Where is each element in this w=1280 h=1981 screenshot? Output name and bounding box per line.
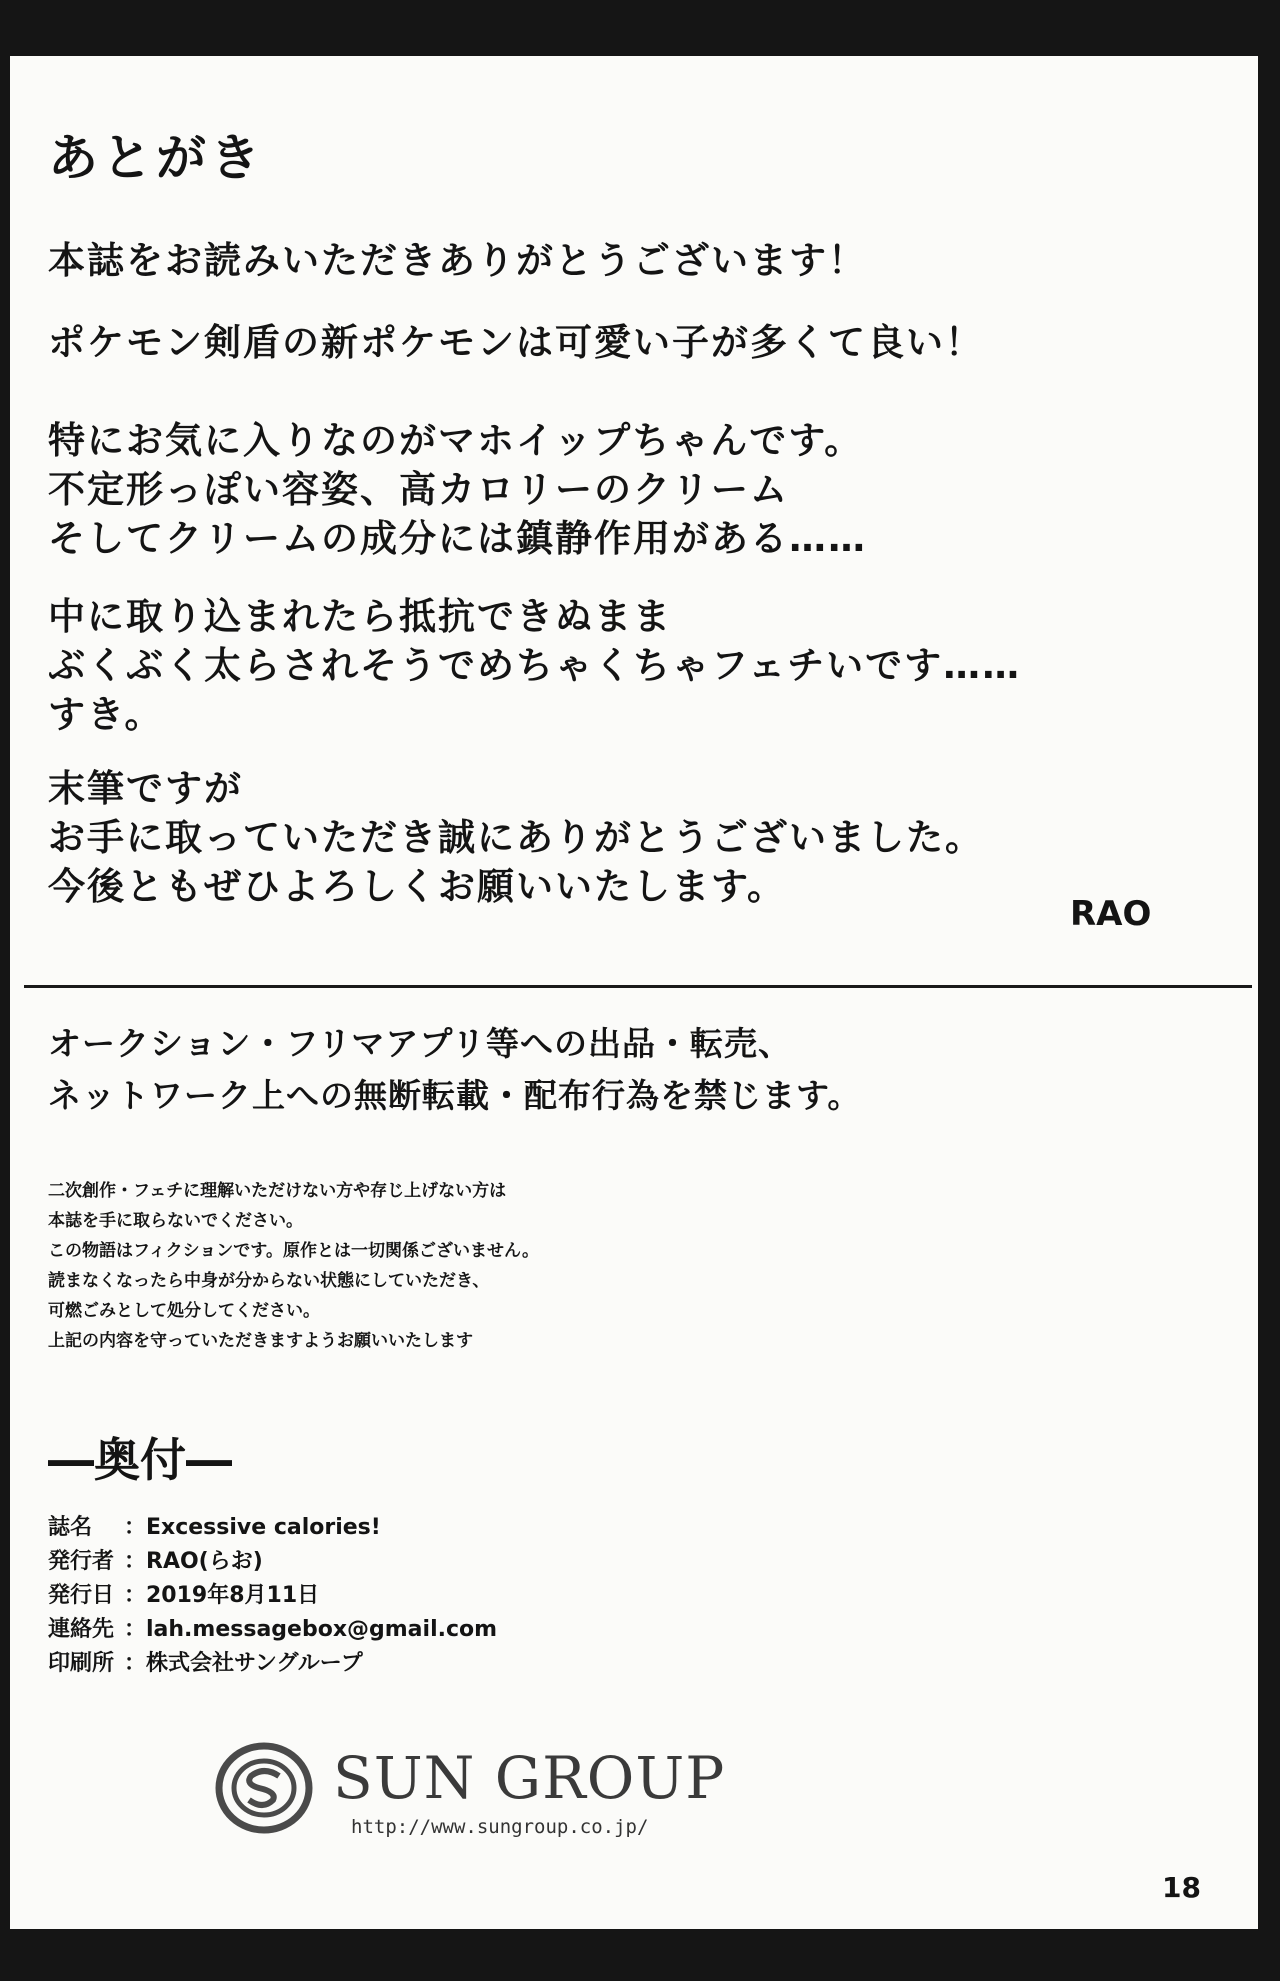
afterword-line: 特にお気に入りなのがマホイップちゃんです。: [48, 419, 864, 462]
colophon-label: 印刷所: [48, 1651, 115, 1676]
afterword-heading: あとがき: [48, 129, 264, 187]
colophon-value: Excessive calories!: [146, 1515, 381, 1540]
afterword-paragraph-1: [48, 236, 867, 285]
book-page: [10, 56, 1258, 1929]
colophon-separator: ：: [124, 1549, 147, 1574]
colophon-row: [48, 1613, 497, 1647]
colophon-value: 株式会社サングループ: [146, 1651, 363, 1676]
afterword-line: そしてクリームの成分には鎮静作用がある……: [48, 517, 867, 560]
afterword-paragraph-4: [48, 592, 1021, 739]
colophon-row: [48, 1579, 497, 1613]
notice-line: オークション・フリマアプリ等への出品・転売、: [48, 1024, 793, 1063]
colophon-row: [48, 1511, 497, 1545]
disclaimer-line: 読まなくなったら中身が分からない状態にしていただき、: [48, 1271, 490, 1291]
colophon-separator: ：: [124, 1583, 147, 1608]
afterword-paragraph-3: [48, 416, 867, 563]
disclaimer-line: 上記の内容を守っていただきますようお願いいたします: [48, 1331, 473, 1351]
disclaimer-line: 二次創作・フェチに理解いただけない方や存じ上げない方は: [48, 1181, 507, 1201]
colophon-row: [48, 1545, 497, 1579]
author-signature: RAO: [1070, 894, 1152, 934]
printer-logo-url: http://www.sungroup.co.jp/: [351, 1816, 649, 1838]
colophon-value: lah.messagebox@gmail.com: [146, 1617, 498, 1642]
afterword-line: すき。: [48, 693, 164, 736]
disclaimer: [48, 1176, 539, 1356]
colophon-value: 2019年8月11日: [146, 1583, 320, 1608]
afterword-line: 本誌をお読みいただきありがとうございます！: [48, 239, 867, 282]
scan-border-left: [0, 0, 10, 1981]
printer-logo-name: SUN GROUP: [333, 1744, 726, 1812]
colophon-row: [48, 1647, 497, 1681]
afterword-line: ポケモン剣盾の新ポケモンは可愛い子が多くて良い！: [48, 321, 984, 364]
colophon-label: 誌名: [48, 1515, 93, 1540]
colophon-value: RAO(らお): [146, 1549, 263, 1574]
afterword-line: お手に取っていただき誠にありがとうございました。: [48, 816, 984, 859]
disclaimer-line: この物語はフィクションです。原作とは一切関係ございません。: [48, 1241, 539, 1261]
afterword-line: 中に取り込まれたら抵抗できぬまま: [48, 595, 672, 638]
scan-border-top: [0, 0, 1280, 56]
colophon-separator: ：: [124, 1617, 147, 1642]
afterword-paragraph-5: [48, 764, 984, 911]
colophon-label: 発行日: [48, 1583, 115, 1608]
page-number: 18: [1162, 1871, 1201, 1904]
colophon-label: 連絡先: [48, 1617, 115, 1642]
afterword-line: 末筆ですが: [48, 767, 243, 810]
printer-logo: [215, 1736, 735, 1846]
scan-border-right: [1258, 0, 1280, 1981]
sun-group-emblem-icon: [215, 1742, 313, 1834]
section-divider: [24, 985, 1252, 988]
afterword-line: ぶくぶく太らされそうでめちゃくちゃフェチいです……: [48, 644, 1022, 687]
afterword-line: 今後ともぜひよろしくお願いいたします。: [48, 865, 787, 908]
disclaimer-line: 可燃ごみとして処分してください。: [48, 1301, 320, 1321]
colophon-separator: ：: [124, 1651, 147, 1676]
notice-line: ネットワーク上への無断転載・配布行為を禁じます。: [48, 1076, 862, 1115]
scan-border-bottom: [0, 1929, 1280, 1981]
afterword-paragraph-2: [48, 318, 984, 367]
colophon-label: 発行者: [48, 1549, 115, 1574]
resale-notice: [48, 1018, 861, 1122]
afterword-line: 不定形っぽい容姿、高カロリーのクリーム: [48, 468, 789, 511]
colophon-title: ―奥付―: [48, 1433, 232, 1487]
disclaimer-line: 本誌を手に取らないでください。: [48, 1211, 303, 1231]
colophon-table: [48, 1511, 497, 1681]
colophon-separator: ：: [124, 1515, 147, 1540]
